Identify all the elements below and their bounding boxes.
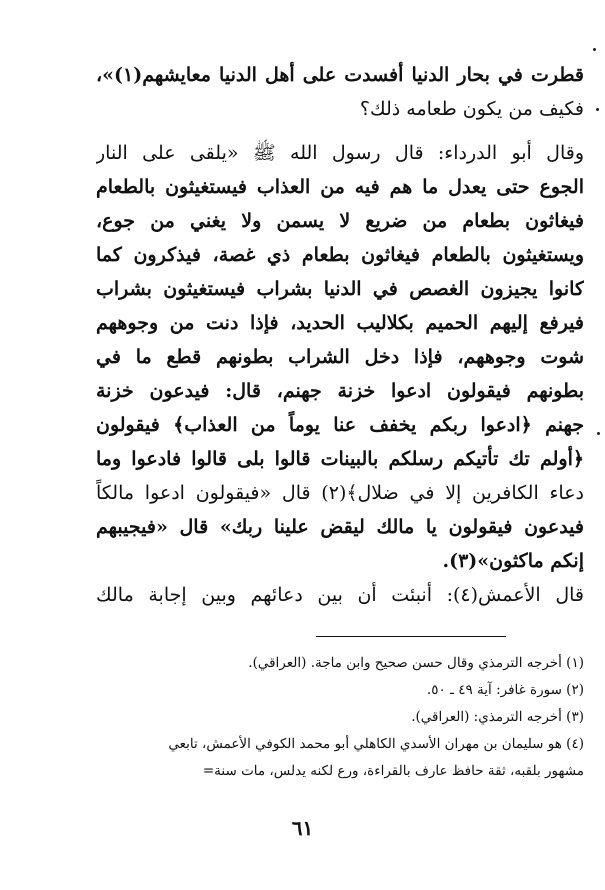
text-line: دعاء الكافرين إلا في ضلال﴾(٢) قال «فيقولون ادعوا مالكاً [96,482,584,504]
text-line: كانوا يجيزون الغصص في الدنيا بشراب فيستغيثون بشراب [96,278,584,300]
text-line: ويستغيثون بالطعام فيغاثون بطعام ذي غصة، فيذكرون كما [96,244,584,266]
text-line: جهنم ﴿ادعوا ربكم يخفف عنا يوماً من العذاب﴾ فيقولون [96,414,584,436]
footnotes [96,650,584,785]
footnote: (٣) أخرجه الترمذي: (العراقي). [411,709,584,725]
text-line: فكيف من يكون طعامه ذلك؟ [359,98,584,120]
page-number: ٦١ [291,816,314,840]
footnote: مشهور بلقبه، ثقة حافظ عارف بالقراءة، ورع لكنه يدلس، مات سنة= [202,763,584,779]
text-line: وقال أبو الدرداء: قال رسول الله ﷺ «يلقى على النار [96,142,584,164]
scan-speck [593,48,596,51]
text-line: فيدعون فيقولون يا مالك ليقض علينا ربك» قال «فيجيبهم [96,516,584,538]
footnote: (٢) سورة غافر: آية ٤٩ ـ ٥٠. [426,682,584,698]
text-line: بطونهم فيقولون ادعوا خزنة جهنم، قال: فيدعون خزنة [96,380,584,402]
text-line: الجوع حتى يعدل ما هم فيه من العذاب فيستغيثون بالطعام [96,176,584,198]
scan-speck [596,108,599,111]
main-text [96,58,584,612]
scan-speck [597,432,600,435]
text-line: فيرفع إليهم الحميم بكلاليب الحديد، فإذا دنت من وجوههم [96,312,584,334]
text-line: فيغاثون بطعام من ضريع لا يسمن ولا يغني من جوع، [96,210,584,232]
text-line: شوت وجوههم، فإذا دخل الشراب بطونهم قطع ما في [96,346,584,368]
text-line: قطرت في بحار الدنيا أفسدت على أهل الدنيا معايشهم(١)»، [96,64,584,86]
text-line: إنكم ماكثون»(٣). [442,550,584,572]
text-line: ﴿أولم تك تأتيكم رسلكم بالبينات قالوا بلى قالوا فادعوا وما [96,448,584,470]
footnote-divider [316,636,506,637]
footnote: (١) أخرجه الترمذي وقال حسن صحيح وابن ماجة. (العراقي). [248,655,584,671]
footnote: (٤) هو سليمان بن مهران الأسدي الكاهلي أبو محمد الكوفي الأعمش، تابعي [168,736,584,752]
text-line: قال الأعمش(٤): أنبئت أن بين دعائهم وبين إجابة مالك [96,584,584,606]
